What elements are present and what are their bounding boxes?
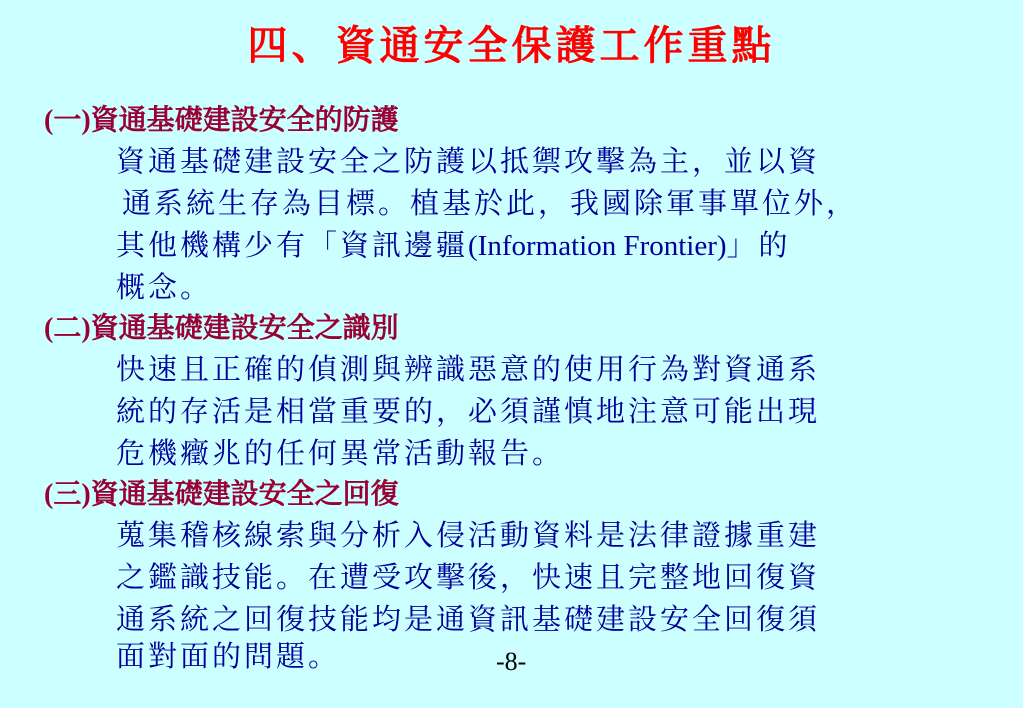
section-3-line-1: 蒐集稽核線索與分析入侵活動資料是法律證據重建 <box>116 518 821 552</box>
section-heading-1 <box>44 102 399 139</box>
section-number-1: (一) <box>44 105 91 136</box>
section-heading-2 <box>44 310 399 347</box>
section-1-line-3 <box>116 227 791 264</box>
section-2-line-2: 統的存活是相當重要的，必須謹慎地注意可能出現 <box>116 394 821 428</box>
section-1-line-4: 概念。 <box>116 270 213 304</box>
section-title-3: 資通基礎建設安全之回復 <box>90 477 399 510</box>
page-number: -8- <box>496 647 527 676</box>
section-1-line-1: 資通基礎建設安全之防護以抵禦攻擊為主，並以資 <box>116 144 821 178</box>
section-1-line-2: 通系統生存為目標。植基於此，我國除軍事單位外， <box>122 186 859 220</box>
section-3-line-2: 之鑑識技能。在遭受攻擊後，快速且完整地回復資 <box>116 560 821 594</box>
section-2-line-1: 快速且正確的偵測與辨識惡意的使用行為對資通系 <box>116 352 821 386</box>
section-1-line-3-tail: 」的 <box>726 228 791 262</box>
section-heading-3 <box>44 476 399 513</box>
section-number-2: (二) <box>44 313 91 344</box>
section-1-line-3-start: 其他機構少有「資訊邊疆 <box>116 228 469 262</box>
section-2-line-3: 危機癥兆的任何異常活動報告。 <box>116 436 565 470</box>
section-number-3: (三) <box>44 479 91 510</box>
section-3-line-4: 面對面的問題。 <box>116 639 341 673</box>
section-title-2: 資通基礎建設安全之識別 <box>90 311 399 344</box>
section-title-1: 資通基礎建設安全的防護 <box>90 103 399 136</box>
slide-title: 四、資通安全保護工作重點 <box>247 22 776 69</box>
section-3-line-3: 通系統之回復技能均是通資訊基礎建設安全回復須 <box>116 602 821 636</box>
section-1-line-3-latin: (Information Frontier) <box>468 230 727 262</box>
